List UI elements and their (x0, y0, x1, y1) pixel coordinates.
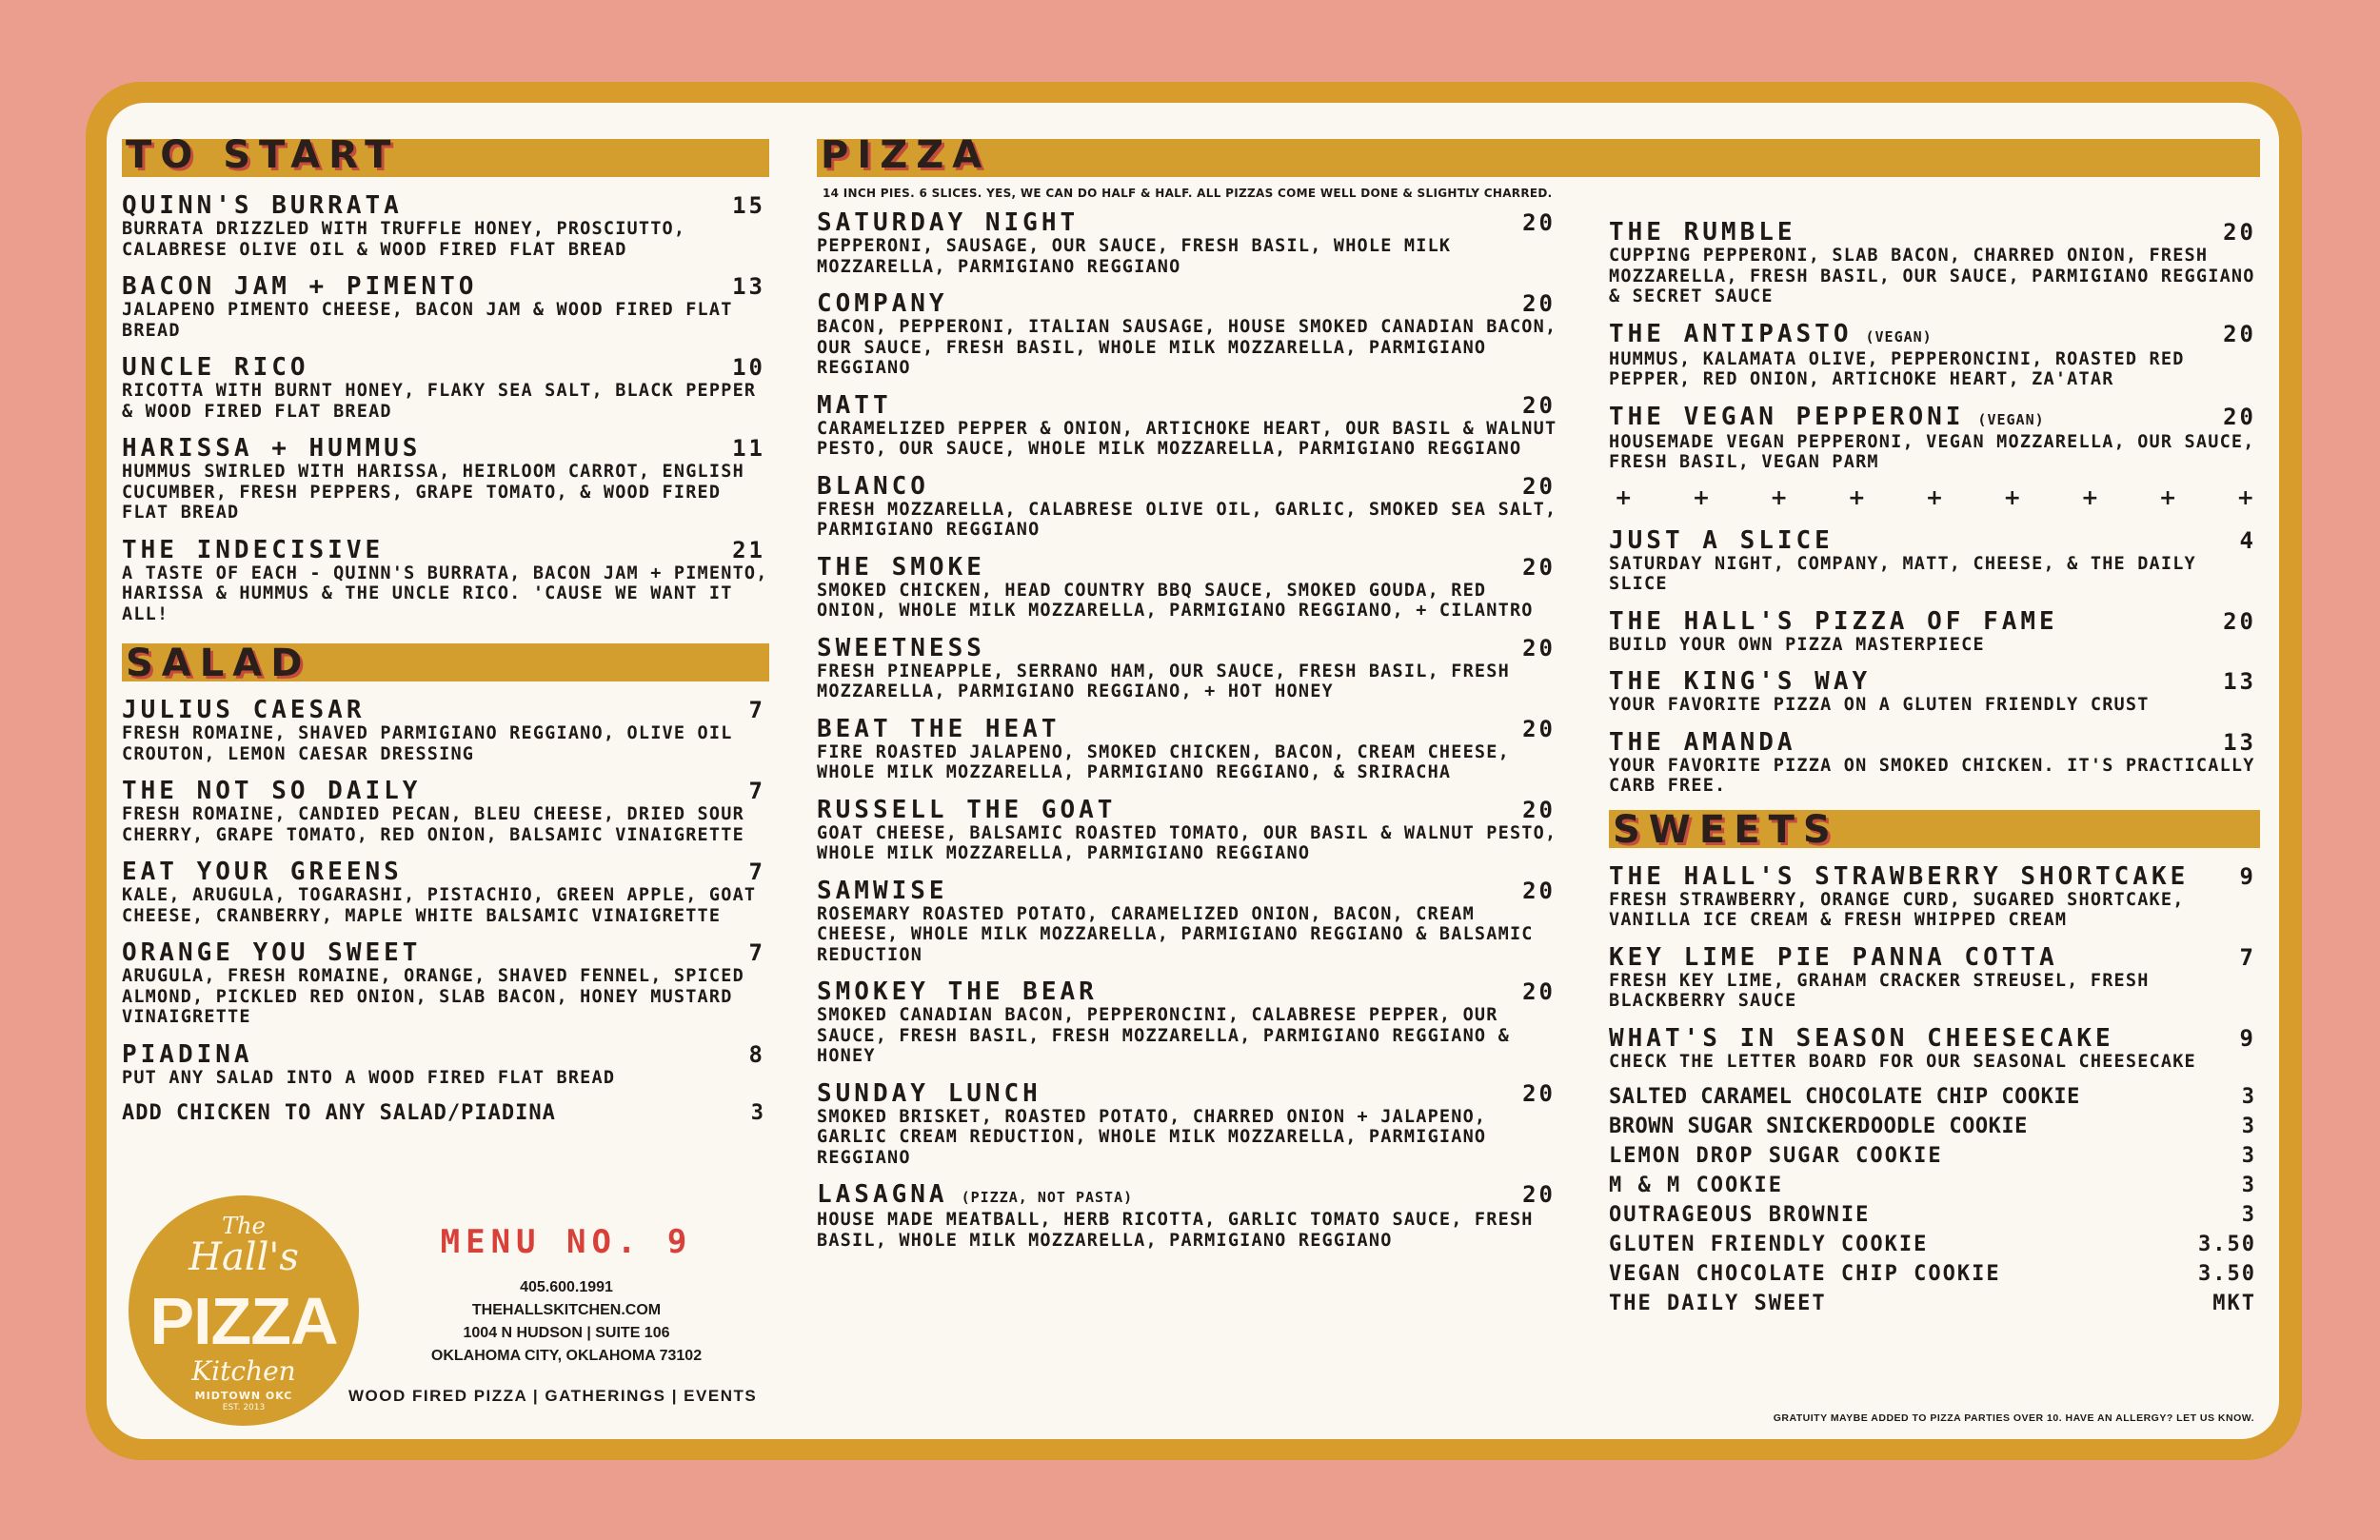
menu-item-price: 20 (1522, 1181, 1556, 1208)
menu-item-name-text: THE NOT SO DAILY (122, 777, 422, 805)
sweet-item-name: VEGAN CHOCOLATE CHIP COOKIE (1609, 1262, 2001, 1286)
sweet-item-price: 3 (2241, 1174, 2256, 1197)
menu-item-head (122, 939, 769, 966)
pizza-list-2 (1609, 219, 2260, 473)
menu-item (1609, 668, 2260, 716)
menu-item-name-text: THE SMOKE (817, 552, 985, 582)
menu-item-name-text: EAT YOUR GREENS (122, 858, 403, 886)
menu-item-name (122, 1039, 253, 1069)
sweet-item-price: 3 (2241, 1144, 2256, 1168)
menu-item-description: FRESH ROMAINE, SHAVED PARMIGIANO REGGIANO, OLIVE OIL CROUTON, LEMON CAESAR DRESSING (122, 723, 733, 764)
menu-item-head (817, 978, 1559, 1005)
menu-item-name-text: SATURDAY NIGHT (817, 208, 1080, 237)
menu-item (817, 797, 1559, 864)
menu-item-head (817, 716, 1559, 742)
menu-item-name-text: HARISSA + HUMMUS (122, 434, 422, 463)
menu-item-description: CUPPING PEPPERONI, SLAB BACON, CHARRED ONION, FRESH MOZZARELLA, FRESH BASIL, OUR SAUCE, PARMIGIANO REGGIANO & SECRET SAUCE (1609, 246, 2255, 306)
menu-item-head (122, 192, 769, 219)
menu-item-description: FRESH STRAWBERRY, ORANGE CURD, SUGARED SHORTCAKE, VANILLA ICE CREAM & FRESH WHIPPED CREAM (1609, 889, 2185, 930)
menu-item-description: FRESH KEY LIME, GRAHAM CRACKER STREUSEL, FRESH BLACKBERRY SAUCE (1609, 970, 2150, 1011)
menu-item-head (1609, 863, 2260, 890)
menu-item-name (122, 859, 403, 884)
menu-item-name-text: BACON JAM + PIMENTO (122, 272, 478, 301)
menu-item-head (122, 273, 769, 300)
menu-item-description: HOUSEMADE VEGAN PEPPERONI, VEGAN MOZZARELLA, OUR SAUCE, FRESH BASIL, VEGAN PARM (1609, 431, 2255, 472)
sweet-item-name: LEMON DROP SUGAR COOKIE (1609, 1144, 1943, 1168)
menu-item-description: JALAPENO PIMENTO CHEESE, BACON JAM & WOOD FIRED FLAT BREAD (122, 300, 733, 341)
logo-est: EST. 2013 (222, 1403, 266, 1412)
pizza-list-1 (817, 209, 1559, 1251)
sweet-item (1609, 1262, 2260, 1286)
menu-item-price: 13 (2223, 728, 2256, 756)
menu-item-head (1609, 321, 2260, 349)
sweet-item (1609, 1144, 2260, 1168)
menu-item-name (817, 552, 985, 582)
menu-item (817, 554, 1559, 622)
menu-item-head (1609, 944, 2260, 971)
menu-item-price: 20 (2223, 219, 2256, 246)
sweet-item (1609, 1292, 2260, 1315)
menu-item-head (817, 878, 1559, 904)
menu-item-name-text: MATT (817, 390, 892, 420)
menu-item-name-text: BEAT THE HEAT (817, 714, 1061, 743)
menu-item-name-text: QUINN'S BURRATA (122, 191, 403, 220)
menu-item-name (817, 714, 1061, 743)
menu-item-description: GOAT CHEESE, BALSAMIC ROASTED TOMATO, OUR BASIL & WALNUT PESTO, WHOLE MILK MOZZARELLA, PARMIGIANO REGGIANO (817, 822, 1557, 863)
menu-item-price: 13 (732, 273, 765, 300)
menu-item (817, 290, 1559, 379)
menu-item-price: 10 (732, 354, 765, 381)
logo-pizza: PIZZA (149, 1284, 338, 1358)
menu-item (1609, 1025, 2260, 1073)
menu-item-description: BACON, PEPPERONI, ITALIAN SAUSAGE, HOUSE SMOKED CANADIAN BACON, OUR SAUCE, FRESH BASIL, WHOLE MILK MOZZARELLA, PARMIGIANO REGGIANO (817, 317, 1557, 378)
menu-item-price: 20 (1522, 715, 1556, 742)
menu-item-description: A TASTE OF EACH - QUINN'S BURRATA, BACON JAM + PIMENTO, HARISSA & HUMMUS & THE UNCLE RICO. 'CAUSE WE WANT IT ALL! (122, 563, 768, 624)
menu-item-name (122, 355, 309, 380)
menu-item (1609, 219, 2260, 307)
menu-item-name (817, 1182, 1133, 1210)
salad-list (122, 697, 769, 1088)
sweet-item-price: 3.50 (2198, 1233, 2256, 1256)
menu-item-name-text: THE INDECISIVE (122, 535, 385, 564)
menu-item-name-text: THE HALL'S STRAWBERRY SHORTCAKE (1609, 861, 2190, 891)
menu-item-price: 9 (2239, 862, 2256, 890)
divider-cross: + (2081, 485, 2099, 510)
footnote: GRATUITY MAYBE ADDED TO PIZZA PARTIES OVER 10. HAVE AN ALLERGY? LET US KNOW. (1773, 1412, 2254, 1424)
to-start-title: TO START (126, 133, 400, 177)
address-line-2: OKLAHOMA CITY, OKLAHOMA 73102 (430, 1348, 703, 1364)
menu-item-price: 20 (1522, 472, 1556, 500)
menu-item-head (1609, 729, 2260, 756)
menu-item-price: 4 (2239, 526, 2256, 554)
sweet-item-price: 3 (2241, 1115, 2256, 1138)
menu-item (122, 354, 769, 422)
sweets-small-list (1609, 1085, 2260, 1315)
menu-item-description: SMOKED CHICKEN, HEAD COUNTRY BBQ SAUCE, SMOKED GOUDA, RED ONION, WHOLE MILK MOZZARELLA, PARMIGIANO REGGIANO, + CILANTRO (817, 580, 1534, 621)
menu-item (122, 273, 769, 341)
menu-item (817, 209, 1559, 277)
menu-item (1609, 404, 2260, 473)
menu-item-name-text: THE VEGAN PEPPERONI (1609, 402, 1965, 431)
pizza-banner (817, 133, 2260, 177)
menu-item-description: ARUGULA, FRESH ROMAINE, ORANGE, SHAVED FENNEL, SPICED ALMOND, PICKLED RED ONION, SLAB BACON, HONEY MUSTARD VINAIGRETTE (122, 966, 744, 1027)
menu-item-name (122, 779, 421, 803)
menu-item-head (1609, 668, 2260, 695)
logo-halls: Hall's (188, 1235, 299, 1279)
divider-crosses (1615, 486, 2254, 510)
menu-item-head (817, 1181, 1559, 1210)
menu-item-name-text: PIADINA (122, 1039, 253, 1069)
menu-item-name (1609, 727, 1796, 757)
sweet-item-price: MKT (2212, 1292, 2256, 1315)
menu-item-description: BURRATA DRIZZLED WITH TRUFFLE HONEY, PROSCIUTTO, CALABRESE OLIVE OIL & WOOD FIRED FLAT BREAD (122, 219, 686, 260)
menu-item-price: 20 (1522, 391, 1556, 419)
menu-item-name (1609, 525, 1834, 555)
menu-item (122, 1041, 769, 1089)
sweet-item-name: SALTED CARAMEL CHOCOLATE CHIP COOKIE (1609, 1085, 2080, 1109)
divider-cross: + (2236, 485, 2254, 510)
salad-title: SALAD (126, 642, 311, 685)
menu-item-description: ROSEMARY ROASTED POTATO, CARAMELIZED ONION, BACON, CREAM CHEESE, WHOLE MILK MOZZARELLA, PARMIGIANO REGGIANO & BALSAMIC REDUCTION (817, 903, 1534, 965)
menu-item (1609, 321, 2260, 390)
menu-item-head (1609, 608, 2260, 635)
menu-item (1609, 527, 2260, 595)
menu-number: MENU NO. 9 (440, 1223, 693, 1261)
menu-item-head (817, 554, 1559, 581)
menu-item (1609, 608, 2260, 656)
menu-item-price: 7 (748, 778, 765, 804)
menu-item-name (122, 193, 403, 218)
menu-item-head (122, 1041, 769, 1068)
menu-item-price: 15 (732, 192, 765, 219)
menu-item-name (122, 698, 366, 722)
logo-midtown: MIDTOWN OKC (194, 1390, 293, 1402)
menu-item-name-text: UNCLE RICO (122, 353, 309, 382)
menu-item-head (122, 778, 769, 804)
address-line-1: 1004 N HUDSON | SUITE 106 (463, 1325, 670, 1341)
sweet-item-price: 3 (2241, 1203, 2256, 1227)
menu-item-name-text: SAMWISE (817, 876, 948, 905)
menu-item-price: 13 (2223, 668, 2256, 695)
menu-item-name (817, 390, 892, 420)
to-start-list (122, 192, 769, 624)
menu-item-head (817, 392, 1559, 419)
menu-item-name (1609, 319, 1933, 349)
salad-banner (122, 642, 769, 685)
menu-item-name-text: THE AMANDA (1609, 727, 1796, 757)
sweet-item (1609, 1115, 2260, 1138)
menu-item-description: HOUSE MADE MEATBALL, HERB RICOTTA, GARLIC TOMATO SAUCE, FRESH BASIL, WHOLE MILK MOZZARELLA, PARMIGIANO REGGIANO (817, 1210, 1534, 1251)
sweets-title: SWEETS (1613, 807, 1839, 852)
sweet-item-name: BROWN SUGAR SNICKERDOODLE COOKIE (1609, 1115, 2028, 1138)
menu-item-description: YOUR FAVORITE PIZZA ON SMOKED CHICKEN. IT'S PRACTICALLY CARB FREE. (1609, 755, 2255, 796)
menu-item-name (817, 471, 929, 501)
sweet-item (1609, 1203, 2260, 1227)
menu-item-description: SMOKED CANADIAN BACON, PEPPERONCINI, CALABRESE PEPPER, OUR SAUCE, FRESH BASIL, FRESH MOZZARELLA, PARMIGIANO REGGIANO & HONEY (817, 1005, 1510, 1066)
menu-item-description: CHECK THE LETTER BOARD FOR OUR SEASONAL CHEESECAKE (1609, 1051, 2196, 1072)
menu-item (122, 697, 769, 764)
menu-item-name (817, 210, 1079, 235)
menu-item-head (1609, 1025, 2260, 1052)
menu-item-tag: (VEGAN) (1865, 327, 1933, 346)
menu-item-head (817, 473, 1559, 500)
addon-name: ADD CHICKEN TO ANY SALAD/PIADINA (122, 1101, 556, 1125)
website: THEHALLSKITCHEN.COM (471, 1302, 662, 1318)
menu-item-name (817, 876, 948, 905)
menu-item-price: 21 (732, 536, 765, 563)
menu-item-name (122, 940, 421, 965)
menu-item-name-text: THE HALL'S PIZZA OF FAME (1609, 606, 2058, 636)
menu-item-head (1609, 527, 2260, 554)
menu-item (122, 435, 769, 523)
menu-item-head (817, 1080, 1559, 1107)
menu-item-description: HUMMUS, KALAMATA OLIVE, PEPPERONCINI, ROASTED RED PEPPER, RED ONION, ARTICHOKE HEART, ZA'ATAR (1609, 348, 2185, 389)
menu-item-price: 7 (748, 697, 765, 723)
menu-item-description: FIRE ROASTED JALAPENO, SMOKED CHICKEN, BACON, CREAM CHEESE, WHOLE MILK MOZZARELLA, PARMIGIANO REGGIANO, & SRIRACHA (817, 741, 1510, 782)
menu-item-name (122, 436, 421, 461)
menu-item-name-text: BLANCO (817, 471, 929, 501)
tagline: WOOD FIRED PIZZA | GATHERINGS | EVENTS (348, 1387, 758, 1405)
menu-item-name (817, 633, 985, 662)
menu-item-description: YOUR FAVORITE PIZZA ON A GLUTEN FRIENDLY CRUST (1609, 695, 2150, 715)
menu-item-name-text: SUNDAY LUNCH (817, 1078, 1041, 1108)
menu-item-name-text: LASAGNA (817, 1180, 948, 1209)
menu-item (817, 978, 1559, 1067)
menu-item-price: 7 (748, 859, 765, 885)
sweets-banner (1609, 807, 2260, 852)
menu-item-price: 7 (748, 939, 765, 966)
divider-cross: + (1848, 485, 1866, 510)
menu-item (122, 192, 769, 260)
menu-item-name-text: JUST A SLICE (1609, 525, 1834, 555)
menu-item (817, 878, 1559, 966)
sweet-item-name: M & M COOKIE (1609, 1174, 1783, 1197)
menu-item-head (817, 209, 1559, 236)
menu-item-description: SATURDAY NIGHT, COMPANY, MATT, CHEESE, & THE DAILY SLICE (1609, 553, 2196, 594)
menu-item-name (122, 274, 477, 299)
menu-item (817, 1181, 1559, 1251)
addon-price: 3 (750, 1101, 765, 1125)
sweet-item-price: 3 (2241, 1085, 2256, 1109)
menu-item-name (1609, 402, 2045, 432)
menu-item (122, 859, 769, 926)
menu-item-price: 20 (2223, 607, 2256, 635)
menu-item-description: KALE, ARUGULA, TOGARASHI, PISTACHIO, GREEN APPLE, GOAT CHEESE, CRANBERRY, MAPLE WHITE BALSAMIC VINAIGRETTE (122, 885, 757, 926)
menu-item-name (817, 291, 948, 316)
menu-item-name-text: KEY LIME PIE PANNA COTTA (1609, 942, 2058, 972)
logo-the: The (222, 1213, 266, 1239)
logo-kitchen: Kitchen (191, 1355, 296, 1387)
menu-item (817, 392, 1559, 460)
menu-item-name-text: RUSSELL THE GOAT (817, 795, 1117, 824)
menu-item (122, 778, 769, 845)
menu-item-name (817, 795, 1117, 824)
menu-item-name (1609, 1023, 2114, 1053)
menu-item-name-text: THE ANTIPASTO (1609, 319, 1853, 348)
halls-pizza-logo (129, 1195, 359, 1426)
menu-item-name-text: THE KING'S WAY (1609, 667, 1872, 696)
menu-item-name-text: SMOKEY THE BEAR (817, 977, 1098, 1006)
menu-item-name-text: WHAT'S IN SEASON CHEESECAKE (1609, 1023, 2114, 1053)
menu-item-head (817, 635, 1559, 661)
menu-item-price: 20 (1522, 290, 1556, 317)
menu-item-price: 20 (1522, 553, 1556, 581)
menu-item-name-text: SWEETNESS (817, 633, 985, 662)
menu-item-head (122, 435, 769, 462)
right-column (1609, 219, 2260, 1321)
divider-cross: + (1770, 485, 1788, 510)
menu-item-name (1609, 606, 2058, 636)
menu-item-name (1609, 942, 2058, 972)
menu-item-head (122, 354, 769, 381)
menu-item-price: 20 (1522, 1079, 1556, 1107)
menu-item-name-text: JULIUS CAESAR (122, 696, 366, 724)
menu-item-head (817, 797, 1559, 823)
menu-item (1609, 863, 2260, 931)
menu-item-description: RICOTTA WITH BURNT HONEY, FLAKY SEA SALT, BLACK PEPPER & WOOD FIRED FLAT BREAD (122, 381, 757, 422)
menu-item (817, 716, 1559, 783)
menu-item-price: 20 (1522, 978, 1556, 1005)
menu-item-description: FRESH MOZZARELLA, CALABRESE OLIVE OIL, GARLIC, SMOKED SEA SALT, PARMIGIANO REGGIANO (817, 499, 1557, 540)
contact-info (419, 1223, 714, 1368)
menu-item-description: FRESH ROMAINE, CANDIED PECAN, BLEU CHEESE, DRIED SOUR CHERRY, GRAPE TOMATO, RED ONION, BALSAMIC VINAIGRETTE (122, 804, 744, 845)
sweet-item (1609, 1085, 2260, 1109)
menu-item-price: 20 (2223, 320, 2256, 347)
menu-item-description: CARAMELIZED PEPPER & ONION, ARTICHOKE HEART, OUR BASIL & WALNUT PESTO, OUR SAUCE, WHOLE MILK MOZZARELLA, PARMIGIANO REGGIANO (817, 418, 1557, 459)
menu-item-price: 20 (1522, 877, 1556, 904)
menu-item-description: HUMMUS SWIRLED WITH HARISSA, HEIRLOOM CARROT, ENGLISH CUCUMBER, FRESH PEPPERS, GRAPE TOMATO, & WOOD FIRED FLAT BREAD (122, 462, 744, 523)
menu-item-name-text: ORANGE YOU SWEET (122, 938, 422, 967)
menu-item-description: PEPPERONI, SAUSAGE, OUR SAUCE, FRESH BASIL, WHOLE MILK MOZZARELLA, PARMIGIANO REGGIANO (817, 236, 1452, 277)
menu-item-name (817, 979, 1098, 1004)
menu-item (817, 1080, 1559, 1169)
menu-item-price: 20 (1522, 209, 1556, 236)
menu-item-description: BUILD YOUR OWN PIZZA MASTERPIECE (1609, 634, 1985, 655)
menu-item-name (1609, 220, 1796, 245)
menu-item-name-text: COMPANY (817, 289, 948, 318)
menu-item (122, 939, 769, 1028)
menu-item-head (1609, 404, 2260, 432)
menu-item-head (1609, 219, 2260, 246)
menu-item-description: PUT ANY SALAD INTO A WOOD FIRED FLAT BREAD (122, 1067, 616, 1088)
menu-item (122, 537, 769, 625)
menu-item-price: 7 (2239, 943, 2256, 971)
menu-item-head (122, 859, 769, 885)
sweets-list (1609, 863, 2260, 1073)
menu-item (817, 473, 1559, 541)
menu-item-tag: (PIZZA, NOT PASTA) (961, 1189, 1134, 1206)
menu-item-name (122, 535, 385, 564)
pizza-list-3 (1609, 527, 2260, 797)
menu-item-name (817, 1078, 1041, 1108)
menu-item-name (1609, 669, 1871, 694)
phone: 405.600.1991 (520, 1279, 613, 1295)
menu-item (817, 635, 1559, 702)
menu-item-price: 20 (1522, 634, 1556, 661)
sweet-item-price: 3.50 (2198, 1262, 2256, 1286)
divider-cross: + (2003, 485, 2021, 510)
sweet-item-name: OUTRAGEOUS BROWNIE (1609, 1203, 1871, 1227)
left-column (122, 133, 769, 1131)
menu-item-name (1609, 861, 2190, 891)
menu-item-description: SMOKED BRISKET, ROASTED POTATO, CHARRED ONION + JALAPENO, GARLIC CREAM REDUCTION, WHOLE MILK MOZZARELLA, PARMIGIANO REGGIANO (817, 1106, 1487, 1168)
sweet-item (1609, 1174, 2260, 1197)
pizza-title: PIZZA (821, 133, 991, 177)
divider-cross: + (2158, 485, 2177, 510)
pizza-note: 14 INCH PIES. 6 SLICES. YES, WE CAN DO HALF & HALF. ALL PIZZAS COME WELL DONE & SLIGHTLY CHARRED. (823, 187, 1553, 200)
salad-addon (122, 1101, 769, 1125)
sweet-item (1609, 1233, 2260, 1256)
sweet-item-name: THE DAILY SWEET (1609, 1292, 1827, 1315)
divider-cross: + (1615, 485, 1633, 510)
menu-item-price: 8 (748, 1040, 765, 1068)
menu-item-price: 9 (2239, 1024, 2256, 1052)
menu-item-head (122, 537, 769, 563)
menu-item-description: FRESH PINEAPPLE, SERRANO HAM, OUR SAUCE, FRESH BASIL, FRESH MOZZARELLA, PARMIGIANO REGGIANO, + HOT HONEY (817, 661, 1510, 701)
menu-item-name-text: THE RUMBLE (1609, 218, 1796, 247)
divider-cross: + (1925, 485, 1944, 510)
menu-item-tag: (VEGAN) (1977, 410, 2045, 428)
menu-item-price: 20 (2223, 403, 2256, 430)
divider-cross: + (1692, 485, 1711, 510)
to-start-banner (122, 133, 769, 177)
menu-item (1609, 944, 2260, 1012)
sweet-item-name: GLUTEN FRIENDLY COOKIE (1609, 1233, 1929, 1256)
menu-item-head (817, 290, 1559, 317)
menu-item-price: 11 (732, 435, 765, 462)
menu-item (1609, 729, 2260, 797)
menu-item-head (122, 697, 769, 723)
menu-item-price: 20 (1522, 796, 1556, 823)
